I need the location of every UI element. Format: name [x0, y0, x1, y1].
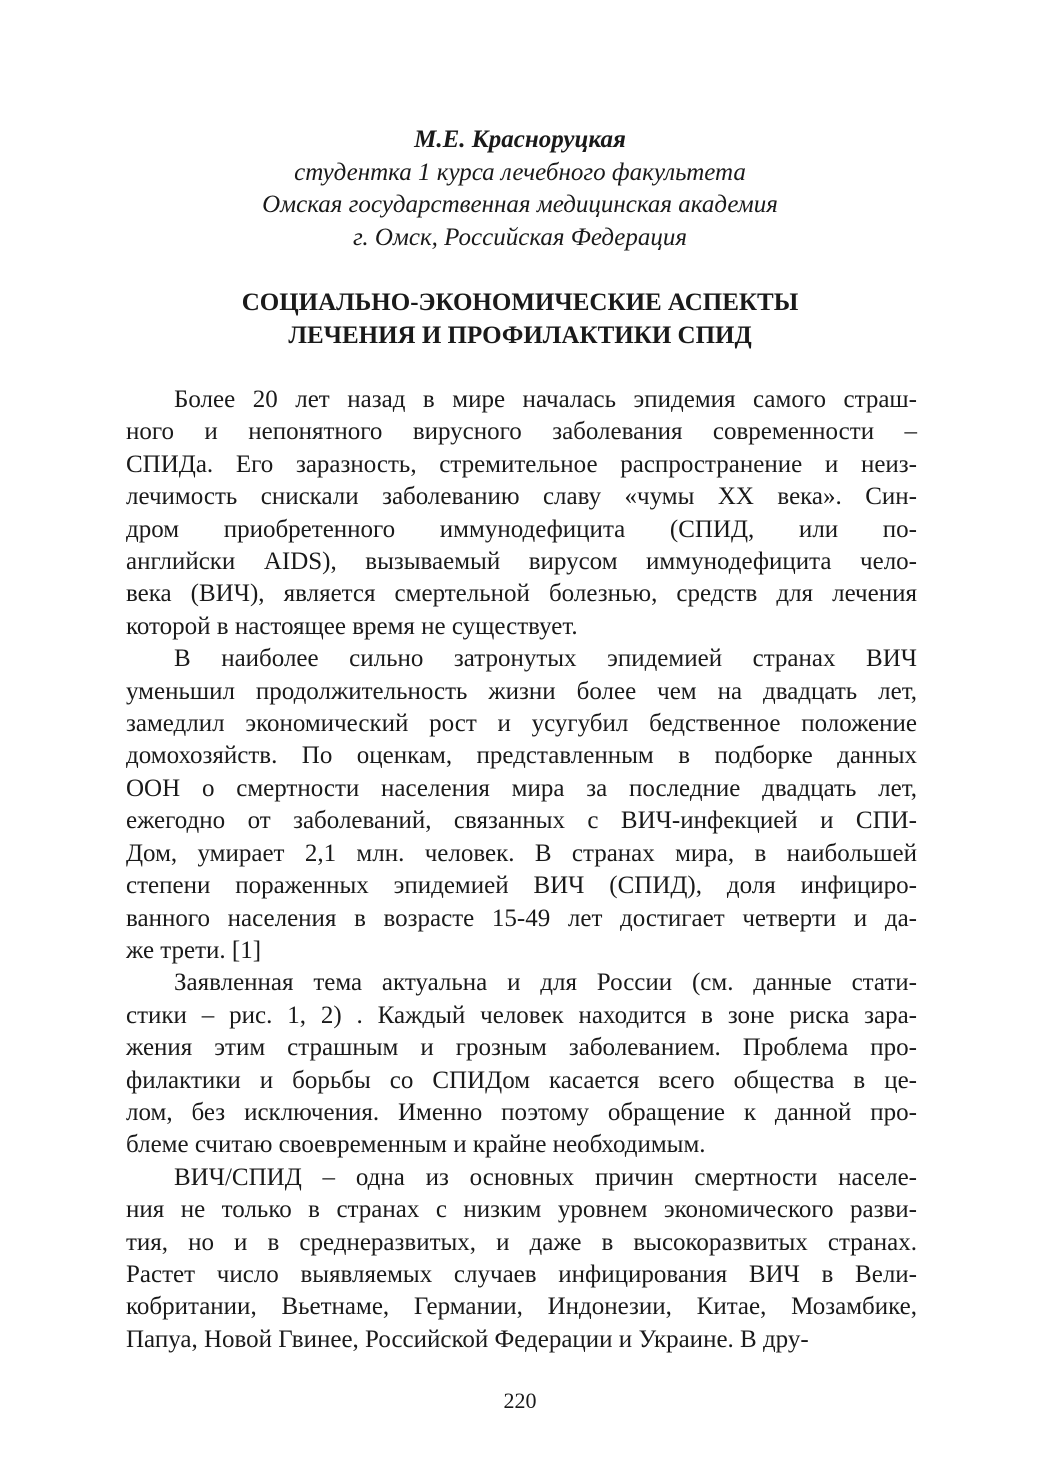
paragraph-line: стики – рис. 1, 2) . Каждый человек находится в зоне риска зара-: [126, 1001, 917, 1029]
paragraph-line: которой в настоящее время не существует.: [126, 612, 578, 640]
page-number: 220: [503, 1388, 537, 1413]
author-location: г. Омск, Российская Федерация: [352, 223, 688, 251]
paragraph-line: ООН о смертности населения мира за последние двадцать лет,: [126, 774, 917, 802]
paragraph: [126, 1162, 917, 1356]
paragraph-line: замедлил экономический рост и усугубил бедственное положение: [126, 710, 917, 738]
paragraph-line: ВИЧ/СПИД – одна из основных причин смертности населе-: [174, 1163, 917, 1191]
paragraph-line: кобритании, Вьетнаме, Германии, Индонезии, Китае, Мозамбике,: [126, 1293, 917, 1321]
author-institution: Омская государственная медицинская академия: [262, 191, 778, 218]
paragraph-line: Папуа, Новой Гвинее, Российской Федерации и Украине. В дру-: [126, 1325, 809, 1353]
author-position: студентка 1 курса лечебного факультета: [294, 158, 746, 186]
paragraph: [126, 384, 917, 643]
paragraph-line: века (ВИЧ), является смертельной болезнью, средств для лечения: [126, 580, 917, 608]
paragraph-line: английски AIDS), вызываемый вирусом иммунодефицита чело-: [126, 548, 917, 576]
paragraph: [126, 967, 917, 1161]
author-block: [0, 124, 1040, 254]
paragraph-line: Заявленная тема актуальна и для России (см. данные стати-: [174, 969, 917, 997]
article-title: [0, 286, 1040, 352]
paragraph-line: Дом, умирает 2,1 млн. человек. В странах мира, в наибольшей: [126, 839, 917, 867]
paragraph-line: уменьшил продолжительность жизни более чем на двадцать лет,: [126, 677, 917, 705]
author-name: М.Е. Красноруцкая: [414, 126, 626, 153]
paragraph-line: же трети. [1]: [126, 936, 262, 964]
paragraph-line: ванного населения в возрасте 15-49 лет достигает четверти и да-: [126, 904, 917, 932]
title-line-1: СОЦИАЛЬНО-ЭКОНОМИЧЕСКИЕ АСПЕКТЫ: [241, 289, 799, 316]
paragraph-line: Растет число выявляемых случаев инфицирования ВИЧ в Вели-: [126, 1260, 917, 1288]
paragraph-line: лом, без исключения. Именно поэтому обращение к данной про-: [126, 1098, 917, 1126]
paragraph-line: филактики и борьбы со СПИДом касается всего общества в це-: [126, 1066, 917, 1094]
article-body: [126, 384, 917, 1356]
paragraph-line: В наиболее сильно затронутых эпидемией странах ВИЧ: [174, 645, 917, 673]
paragraph-line: Более 20 лет назад в мире началась эпидемия самого страш-: [174, 386, 917, 413]
paragraph-line: дром приобретенного иммунодефицита (СПИД, или по-: [126, 515, 917, 543]
paragraph-line: ния не только в странах с низким уровнем экономического разви-: [126, 1196, 917, 1224]
paragraph-line: СПИДа. Его заразность, стремительное распространение и неиз-: [126, 450, 917, 478]
paragraph-line: блеме считаю своевременным и крайне необходимым.: [126, 1131, 706, 1159]
paragraph-line: тия, но и в среднеразвитых, и даже в высокоразвитых странах.: [126, 1228, 917, 1256]
paragraph-line: лечимость снискали заболеванию славу «чумы XX века». Син-: [126, 483, 917, 511]
paragraph-line: ежегодно от заболеваний, связанных с ВИЧ-инфекцией и СПИ-: [126, 807, 917, 835]
title-line-2: ЛЕЧЕНИЯ И ПРОФИЛАКТИКИ СПИД: [288, 322, 752, 349]
paragraph-line: домохозяйств. По оценкам, представленным в подборке данных: [126, 742, 917, 770]
paragraph-line: степени пораженных эпидемией ВИЧ (СПИД), доля инфициро-: [126, 872, 917, 900]
paragraph-line: ного и непонятного вирусного заболевания современности –: [126, 418, 917, 446]
paragraph-line: жения этим страшным и грозным заболеванием. Проблема про-: [126, 1034, 917, 1062]
paragraph: [126, 643, 917, 967]
